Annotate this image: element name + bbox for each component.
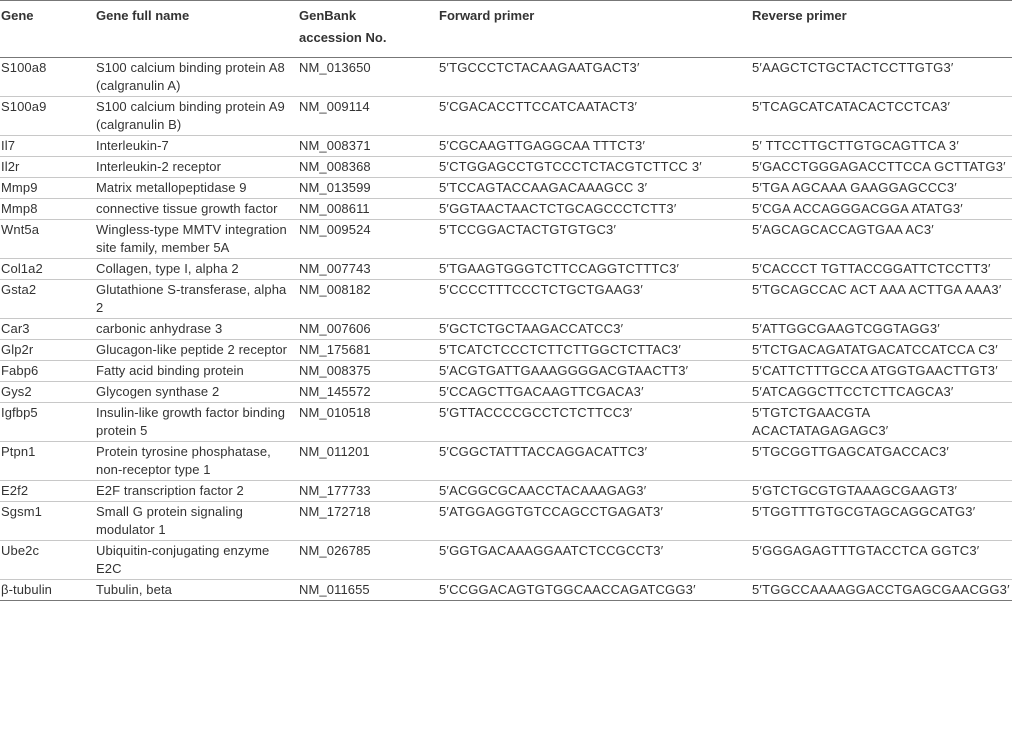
header-genbank-line1: GenBank (299, 8, 357, 23)
gene-cell: Mmp8 (0, 199, 96, 220)
table-row (0, 259, 1012, 280)
table-row (0, 157, 1012, 178)
accession-cell: NM_010518 (299, 403, 439, 442)
reverse-primer-cell: 5′TGGCCAAAAGGACCTGAGCGAACGG3′ (752, 580, 1012, 601)
gene-cell: Col1a2 (0, 259, 96, 280)
reverse-primer-cell: 5′TGA AGCAAA GAAGGAGCCC3′ (752, 178, 1012, 199)
table-row (0, 319, 1012, 340)
reverse-primer-cell: 5′CACCCT TGTTACCGGATTCTCCTT3′ (752, 259, 1012, 280)
reverse-primer-cell: 5′TGCGGTTGAGCATGACCAC3′ (752, 442, 1012, 481)
gene-full-name-cell: Wingless-type MMTV integration site family, member 5A (96, 220, 299, 259)
gene-cell: Il2r (0, 157, 96, 178)
accession-cell: NM_008182 (299, 280, 439, 319)
accession-cell: NM_026785 (299, 541, 439, 580)
reverse-primer-cell: 5′CGA ACCAGGGACGGA ATATG3′ (752, 199, 1012, 220)
forward-primer-cell: 5′ACGGCGCAACCTACAAAGAG3′ (439, 481, 752, 502)
table-body (0, 58, 1012, 601)
reverse-primer-cell: 5′TCAGCATCATACACTCCTCA3′ (752, 97, 1012, 136)
accession-cell: NM_172718 (299, 502, 439, 541)
gene-cell: Ube2c (0, 541, 96, 580)
gene-cell: β-tubulin (0, 580, 96, 601)
accession-cell: NM_008611 (299, 199, 439, 220)
gene-full-name-cell: Small G protein signaling modulator 1 (96, 502, 299, 541)
gene-cell: Il7 (0, 136, 96, 157)
table-row (0, 580, 1012, 601)
accession-cell: NM_007606 (299, 319, 439, 340)
accession-cell: NM_011655 (299, 580, 439, 601)
gene-full-name-cell: Interleukin-2 receptor (96, 157, 299, 178)
gene-full-name-cell: connective tissue growth factor (96, 199, 299, 220)
table-row (0, 382, 1012, 403)
forward-primer-cell: 5′TGCCCTCTACAAGAATGACT3′ (439, 58, 752, 97)
reverse-primer-cell: 5′GTCTGCGTGTAAAGCGAAGT3′ (752, 481, 1012, 502)
table-row (0, 442, 1012, 481)
gene-cell: E2f2 (0, 481, 96, 502)
table-row (0, 178, 1012, 199)
forward-primer-cell: 5′GTTACCCCGCCTCTCTTCC3′ (439, 403, 752, 442)
forward-primer-cell: 5′ACGTGATTGAAAGGGGACGTAACTT3′ (439, 361, 752, 382)
gene-full-name-cell: S100 calcium binding protein A9 (calgranulin B) (96, 97, 299, 136)
table-row (0, 58, 1012, 97)
table-row (0, 220, 1012, 259)
gene-full-name-cell: Collagen, type I, alpha 2 (96, 259, 299, 280)
accession-cell: NM_013599 (299, 178, 439, 199)
gene-cell: S100a9 (0, 97, 96, 136)
gene-cell: Gsta2 (0, 280, 96, 319)
header-reverse-primer: Reverse primer (752, 1, 1012, 58)
table-row (0, 199, 1012, 220)
gene-full-name-cell: Interleukin-7 (96, 136, 299, 157)
accession-cell: NM_009524 (299, 220, 439, 259)
gene-cell: Igfbp5 (0, 403, 96, 442)
accession-cell: NM_013650 (299, 58, 439, 97)
reverse-primer-cell: 5′ATTGGCGAAGTCGGTAGG3′ (752, 319, 1012, 340)
forward-primer-cell: 5′CCGGACAGTGTGGCAACCAGATCGG3′ (439, 580, 752, 601)
forward-primer-cell: 5′TGAAGTGGGTCTTCCAGGTCTTTC3′ (439, 259, 752, 280)
header-gene: Gene (0, 1, 96, 58)
gene-full-name-cell: Ubiquitin-conjugating enzyme E2C (96, 541, 299, 580)
table-header (0, 1, 1012, 58)
forward-primer-cell: 5′GGTGACAAAGGAATCTCCGCCT3′ (439, 541, 752, 580)
reverse-primer-cell: 5′ATCAGGCTTCCTCTTCAGCA3′ (752, 382, 1012, 403)
header-genbank-line2: accession No. (299, 30, 387, 45)
reverse-primer-cell: 5′ TTCCTTGCTTGTGCAGTTCA 3′ (752, 136, 1012, 157)
forward-primer-cell: 5′GCTCTGCTAAGACCATCC3′ (439, 319, 752, 340)
reverse-primer-cell: 5′TGGTTTGTGCGTAGCAGGCATG3′ (752, 502, 1012, 541)
table-row (0, 136, 1012, 157)
reverse-primer-cell: 5′AAGCTCTGCTACTCCTTGTG3′ (752, 58, 1012, 97)
forward-primer-cell: 5′CCAGCTTGACAAGTTCGACA3′ (439, 382, 752, 403)
forward-primer-cell: 5′CGACACCTTCCATCAATACT3′ (439, 97, 752, 136)
accession-cell: NM_007743 (299, 259, 439, 280)
table-row (0, 481, 1012, 502)
accession-cell: NM_008371 (299, 136, 439, 157)
gene-full-name-cell: carbonic anhydrase 3 (96, 319, 299, 340)
gene-full-name-cell: Glycogen synthase 2 (96, 382, 299, 403)
header-full-name: Gene full name (96, 1, 299, 58)
header-genbank (299, 1, 439, 58)
table-row (0, 403, 1012, 442)
accession-cell: NM_177733 (299, 481, 439, 502)
table-row (0, 97, 1012, 136)
table-row (0, 502, 1012, 541)
gene-cell: Gys2 (0, 382, 96, 403)
reverse-primer-cell: 5′AGCAGCACCAGTGAA AC3′ (752, 220, 1012, 259)
gene-full-name-cell: Matrix metallopeptidase 9 (96, 178, 299, 199)
accession-cell: NM_175681 (299, 340, 439, 361)
accession-cell: NM_145572 (299, 382, 439, 403)
gene-full-name-cell: E2F transcription factor 2 (96, 481, 299, 502)
reverse-primer-cell: 5′GACCTGGGAGACCTTCCA GCTTATG3′ (752, 157, 1012, 178)
table-row (0, 361, 1012, 382)
reverse-primer-cell: 5′GGGAGAGTTTGTACCTCA GGTC3′ (752, 541, 1012, 580)
forward-primer-cell: 5′CGGCTATTTACCAGGACATTC3′ (439, 442, 752, 481)
accession-cell: NM_009114 (299, 97, 439, 136)
forward-primer-cell: 5′CCCCTTTCCCTCTGCTGAAG3′ (439, 280, 752, 319)
forward-primer-cell: 5′TCCGGACTACTGTGTGC3′ (439, 220, 752, 259)
reverse-primer-cell: 5′TGTCTGAACGTA ACACTATAGAGAGC3′ (752, 403, 1012, 442)
gene-cell: Glp2r (0, 340, 96, 361)
reverse-primer-cell: 5′TGCAGCCAC ACT AAA ACTTGA AAA3′ (752, 280, 1012, 319)
gene-cell: Sgsm1 (0, 502, 96, 541)
table-row (0, 340, 1012, 361)
gene-full-name-cell: Fatty acid binding protein (96, 361, 299, 382)
gene-full-name-cell: Glucagon-like peptide 2 receptor (96, 340, 299, 361)
gene-cell: Mmp9 (0, 178, 96, 199)
gene-full-name-cell: Glutathione S-transferase, alpha 2 (96, 280, 299, 319)
gene-cell: Fabp6 (0, 361, 96, 382)
forward-primer-cell: 5′CTGGAGCCTGTCCCTCTACGTCTTCC 3′ (439, 157, 752, 178)
header-forward-primer: Forward primer (439, 1, 752, 58)
gene-full-name-cell: Insulin-like growth factor binding protein 5 (96, 403, 299, 442)
reverse-primer-cell: 5′TCTGACAGATATGACATCCATCCA C3′ (752, 340, 1012, 361)
accession-cell: NM_008375 (299, 361, 439, 382)
table-row (0, 541, 1012, 580)
gene-cell: Ptpn1 (0, 442, 96, 481)
gene-cell: Wnt5a (0, 220, 96, 259)
accession-cell: NM_008368 (299, 157, 439, 178)
gene-cell: S100a8 (0, 58, 96, 97)
header-row (0, 1, 1012, 58)
table-row (0, 280, 1012, 319)
forward-primer-cell: 5′ATGGAGGTGTCCAGCCTGAGAT3′ (439, 502, 752, 541)
forward-primer-cell: 5′TCCAGTACCAAGACAAAGCC 3′ (439, 178, 752, 199)
forward-primer-cell: 5′TCATCTCCCTCTTCTTGGCTCTTAC3′ (439, 340, 752, 361)
gene-cell: Car3 (0, 319, 96, 340)
gene-full-name-cell: S100 calcium binding protein A8 (calgranulin A) (96, 58, 299, 97)
accession-cell: NM_011201 (299, 442, 439, 481)
forward-primer-cell: 5′GGTAACTAACTCTGCAGCCCTCTT3′ (439, 199, 752, 220)
reverse-primer-cell: 5′CATTCTTTGCCA ATGGTGAACTTGT3′ (752, 361, 1012, 382)
forward-primer-cell: 5′CGCAAGTTGAGGCAA TTTCT3′ (439, 136, 752, 157)
gene-full-name-cell: Tubulin, beta (96, 580, 299, 601)
gene-full-name-cell: Protein tyrosine phosphatase, non-receptor type 1 (96, 442, 299, 481)
